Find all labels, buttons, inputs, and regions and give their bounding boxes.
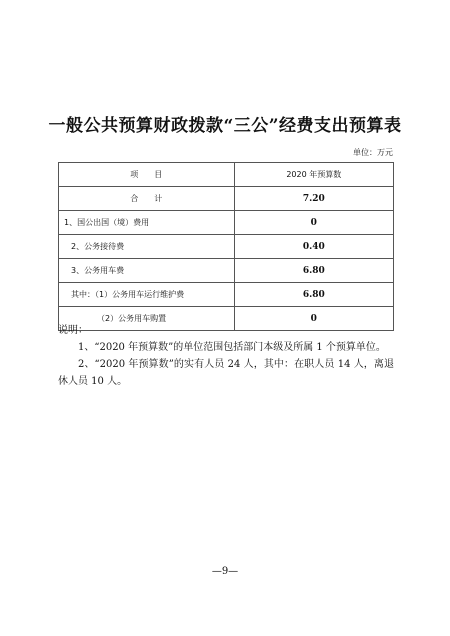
notes-section: [58, 322, 394, 390]
row-label: （2）公务用车购置: [59, 307, 235, 331]
table-row-total: [59, 187, 394, 211]
budget-table: [58, 162, 394, 331]
row-label: 2、公务接待费: [59, 235, 235, 259]
column-header-item: 项 目: [59, 163, 235, 187]
note-item: 2、“2020 年预算数”的实有人员 24 人，其中：在职人员 14 人，离退休人员 10 人。: [58, 359, 394, 387]
row-value: 6.80: [234, 283, 393, 307]
table-row-reception: [59, 235, 394, 259]
row-label: 其中：（1）公务用车运行维护费: [59, 283, 235, 307]
table-header-row: [59, 163, 394, 187]
row-value: 0: [234, 211, 393, 235]
row-label: 1、国公出国（境）费用: [59, 211, 235, 235]
column-header-budget: 2020 年预算数: [234, 163, 393, 187]
notes-heading: 说明：: [58, 325, 88, 336]
row-label: 3、公务用车费: [59, 259, 235, 283]
row-value: 0: [234, 307, 393, 331]
row-value: 6.80: [234, 259, 393, 283]
row-value: 0.40: [234, 235, 393, 259]
page-title: 一般公共预算财政拨款“三公”经费支出预算表: [48, 116, 402, 136]
row-value: 7.20: [234, 187, 393, 211]
table-row-overseas: [59, 211, 394, 235]
unit-label: 单位：万元: [353, 148, 393, 157]
note-item: 1、“2020 年预算数”的单位范围包括部门本级及所属 1 个预算单位。: [78, 342, 386, 353]
table-row-vehicles: [59, 259, 394, 283]
table-row-vehicle-maintenance: [59, 283, 394, 307]
page-number: —9—: [211, 566, 239, 577]
row-label: 合 计: [59, 187, 235, 211]
